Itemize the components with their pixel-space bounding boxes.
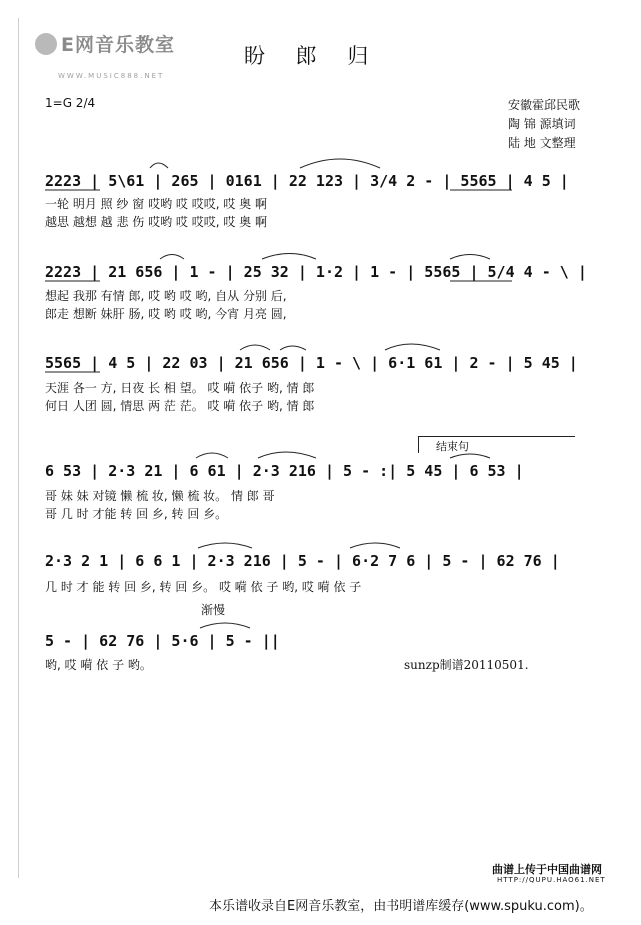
page-border <box>18 18 19 878</box>
ending-label: 结束句 <box>436 440 469 453</box>
lyrics-line-6a: 哟, 哎 嗬 依 子 哟。 <box>45 658 152 672</box>
key-signature: 1=G 2/4 <box>45 96 96 110</box>
notation-line-4: 6 53 | 2·3 21 | 6 61 | 2·3 216 | 5 - :| 5 45 | 6 53 | <box>45 462 524 480</box>
watermark-brand: E网音乐教室 <box>61 34 175 56</box>
lyrics-line-1b: 越思 越想 越 悲 伤 哎哟 哎 哎哎, 哎 奥 啊 <box>45 215 267 229</box>
credit-lyricist: 陶 锦 源填词 <box>508 117 576 131</box>
tempo-marking: 渐慢 <box>201 603 226 617</box>
lyrics-line-5a: 几 时 才 能 转 回 乡, 转 回 乡。 哎 嗬 依 子 哟, 哎 嗬 依 子 <box>45 580 362 594</box>
footer-note: 本乐谱收录自E网音乐教室，由书明谱库缓存(www.spuku.com)。 <box>209 899 593 914</box>
credit-arranger: 陆 地 文整理 <box>508 136 576 150</box>
lyrics-line-2a: 想起 我那 有情 郎, 哎 哟 哎 哟, 自从 分别 后, <box>45 289 287 303</box>
watermark-logo <box>35 30 175 57</box>
lyrics-line-4b: 哥 几 时 才能 转 回 乡, 转 回 乡。 <box>45 507 228 521</box>
lyrics-line-3a: 天涯 各一 方, 日夜 长 相 望。 哎 嗬 依子 哟, 情 郎 <box>45 381 315 395</box>
page-title: 盼 郎 归 <box>244 44 381 68</box>
lyrics-line-3b: 何日 人团 圆, 情思 两 茫 茫。 哎 嗬 依子 哟, 情 郎 <box>45 399 315 413</box>
lyrics-line-2b: 郎走 想断 妹肝 肠, 哎 哟 哎 哟, 今宵 月亮 圆, <box>45 307 287 321</box>
notation-line-2: 2223 | 21 656 | 1 - | 25 32 | 1·2 | 1 - | 5565 | 5/4 4 - \ | <box>45 263 587 281</box>
source-site-url: HTTP://QUPU.HAO61.NET <box>497 876 606 884</box>
logo-icon <box>35 33 57 55</box>
credit-origin: 安徽霍邱民歌 <box>508 98 581 112</box>
source-site-label: 曲谱上传于中国曲谱网 <box>492 863 602 876</box>
lyrics-line-4a: 哥 妹 妹 对镜 懒 梳 妆, 懒 梳 妆。 情 郎 哥 <box>45 489 275 503</box>
notation-line-3: 5565 | 4 5 | 22 03 | 21 656 | 1 - \ | 6·1 61 | 2 - | 5 45 | <box>45 354 578 372</box>
watermark-url: WWW.MUSIC888.NET <box>58 72 165 80</box>
lyrics-line-1a: 一轮 明月 照 纱 窗 哎哟 哎 哎哎, 哎 奥 啊 <box>45 197 267 211</box>
transcriber-signature: sunzp制谱20110501. <box>404 658 529 672</box>
notation-line-1: 2223 | 5\61 | 265 | 0161 | 22 123 | 3/4 2 - | 5565 | 4 5 | <box>45 172 569 190</box>
notation-line-6: 5 - | 62 76 | 5·6 | 5 - || <box>45 632 280 650</box>
notation-line-5: 2·3 2 1 | 6 6 1 | 2·3 216 | 5 - | 6·2 7 6 | 5 - | 62 76 | <box>45 552 560 570</box>
